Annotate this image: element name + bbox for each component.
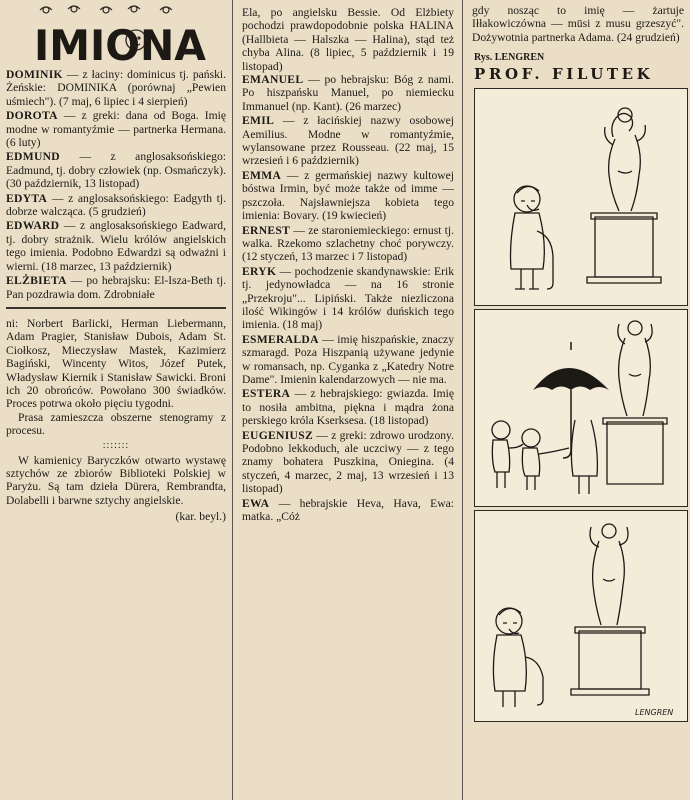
panel-2-art (475, 310, 687, 506)
elzbieta-continuation: Ela, po angielsku Bessie. Od Elżbiety pochodzi prawdopodobnie polska HALINA (Hallbieta — Halszka — Halina), stąd też chyba Alina. (8 lipiec, 5 październik i 19 listopad) (242, 6, 454, 73)
entry-dorota: DOROTA — z greki: dana od Boga. Imię modne w romantyźmie — partnerka Hermana. (6 luty) (6, 109, 226, 150)
entry-edyta: EDYTA — z anglosaksońskiego: Eadgyth tj. dobrze walcząca. (5 grudzień) (6, 191, 226, 219)
column-rule-1 (232, 0, 233, 800)
column-2 (234, 0, 462, 524)
comic-credit: Rys. LENGREN (474, 52, 545, 64)
entry-emanuel: EMANUEL — po hebrajsku: Bóg z nami. Po hiszpańsku Manuel, po niemiecku Immanuel (np. Kant). (26 marzec) (242, 73, 454, 113)
column-1 (0, 0, 232, 524)
entry-estera: ESTERA — z hebrajskiego: gwiazda. Imię to nosiła ambitna, piękna i mądra żona perskiego króla Kserksesa. (18 listopad) (242, 387, 454, 428)
artist-signature: LENGREN (635, 708, 674, 718)
entry-ernest: ERNEST — ze staroniemieckiego: ernust tj. walka. Rzekomo szlachetny choć porywczy. (12 styczeń, 13 marzec i 7 listopad) (242, 223, 454, 264)
imiona-logo-art (26, 2, 216, 66)
entry-esmeralda: ESMERALDA — imię hiszpańskie, znaczy szmaragd. Poza Hiszpanią używane jedynie w romansach, np. Cyganka z „Katedry Notre Dame". Imienin kalendarzowych — nie ma. (242, 332, 454, 386)
panel-1-art (475, 89, 687, 305)
column-3 (464, 0, 690, 725)
panel-3-art (475, 511, 687, 721)
comic-panel-2 (474, 309, 688, 507)
trial-paragraph: ni: Norbert Barlicki, Herman Liebermann, Adam Pragier, Stanisław Dubois, Adam St. Ciołkosz, Mieczysław Mastek, Kazimierz Bagiński, Wincenty Witos, Józef Putek, Władysław Kiernik i Stanisław Sawicki. Broni ich 20 obrońców. Powołano 300 świadków. Proces potrwa około pięciu tygodni. (6, 316, 226, 411)
entry-ewa: EWA — hebrajskie Heva, Hava, Ewa: matka. „Cóż (242, 496, 454, 524)
stars-separator: ::::::: (102, 439, 130, 451)
ewa-continuation: gdy nosząc to imię — żartuje Iłłakowiczówna — mūsi z musu grzeszyć". Dożywotnia partnerka Adama. (24 grudzień) (472, 4, 684, 44)
entry-emma: EMMA — z germańskiej nazwy kultowej bóstwa Irmin, być może także od imme — pszczoła. Najsławniejsza kobieta tego imienia: Bovary. (19 kwiecień) (242, 168, 454, 223)
news-section (6, 317, 226, 524)
imiona-logo (6, 0, 226, 68)
entry-edward: EDWARD — z anglosaksońskiego Eadward, tj. dobry strażnik. Wielu królów angielskich tego imienia. Podobno Edwardzi są odważni i wierni. (18 marzec, 13 październik) (6, 219, 226, 273)
comic-panel-3 (474, 510, 688, 722)
section-divider (6, 307, 226, 309)
entry-eugeniusz: EUGENIUSZ — z greki: zdrowo urodzony. Podobno lekkoduch, ale uczciwy — z tego znamy bohatera Puszkina, Oniegina. (4 styczeń, 4 marzec, 2 maj, 13 wrzesień i 13 listopad) (242, 428, 454, 496)
author-signature: (kar. beyl.) (175, 510, 226, 524)
entries-col1 (6, 68, 226, 301)
comic-title: PROF. FILUTEK (474, 65, 654, 84)
entry-edmund: EDMUND — z anglosaksońskiego: Eadmund, tj. dobry człowiek (np. Osmańczyk). (30 październik, 13 listopad) (6, 150, 226, 191)
entry-elzbieta: ELŻBIETA — po hebrajsku: El-Isza-Beth tj. Pan pozdrawia dom. Zdrobniałe (6, 274, 226, 301)
entry-eryk: ERYK — pochodzenie skandynawskie: Erik tj. jedynowładca — na 16 stronie „Przekroju"... Lipiński. Także niezliczona ilość Wikingów i 14 królów duńskich tego imienia. (18 maj) (242, 264, 454, 332)
logo-title: IMIONA (34, 21, 207, 66)
column-rule-2 (462, 0, 463, 800)
comic-panel-1 (474, 88, 688, 306)
entry-emil: EMIL — z łacińskiej nazwy osobowej Aemilius. Modne w romantyźmie, wylansowane przez Rousseau. (22 maj, 15 wrzesień i 6 październik) (242, 114, 454, 168)
entry-dominik: DOMINIK — z łaciny: dominicus tj. pański. Żeńskie: DOMINIKA (porównaj „Pewien uśmiech"). (7 maj, 6 lipiec i 4 sierpień) (6, 68, 226, 108)
exhibition-paragraph: W kamienicy Baryczków otwarto wystawę sztychów ze zbiorów Biblioteki Polskiej w Paryżu. Są tam dzieła Dürera, Rembrandta, Dolabelli i barwne sztychy angielskie. (6, 453, 226, 507)
press-paragraph: Prasa zamieszcza obszerne stenogramy z procesu. (6, 410, 226, 438)
